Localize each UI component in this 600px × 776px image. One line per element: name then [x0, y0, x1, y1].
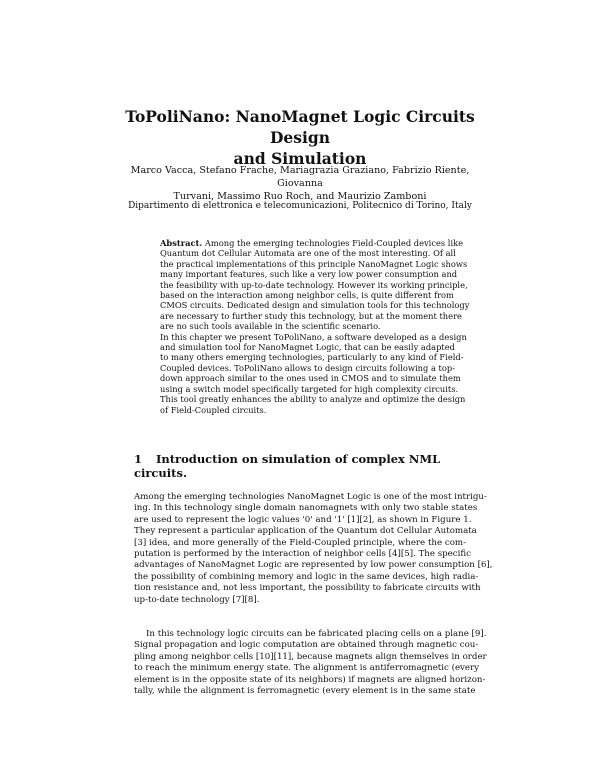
abstract-line: are necessary to further study this technology, but at the moment there: [160, 310, 462, 321]
body-paragraph: [134, 492, 493, 606]
abstract-line: using a switch model specifically targeted for high complexity circuits.: [160, 383, 459, 394]
body-line: ing. In this technology single domain nanomagnets with only two stable states: [134, 503, 478, 514]
body-line: Among the emerging technologies NanoMagnet Logic is one of the most intrigu-: [134, 492, 487, 502]
abstract-line: CMOS circuits. Dedicated design and simulation tools for this technology: [160, 300, 470, 311]
abstract-line: In this chapter we present ToPoliNano, a software developed as a design: [160, 331, 467, 342]
body-line: advantages of NanoMagnet Logic are represented by low power consumption [6],: [134, 560, 493, 571]
title-line: ToPoliNano: NanoMagnet Logic Circuits Design: [125, 107, 475, 147]
affiliation: Dipartimento di elettronica e telecomunicazioni, Politecnico di Torino, Italy: [128, 201, 472, 211]
abstract-line: Coupled devices. ToPoliNano allows to design circuits following a top-: [160, 362, 455, 373]
abstract-line: the feasibility with up-to-date technology. However its working principle,: [160, 279, 468, 290]
body-line: element is in the opposite state of its neighbors) if magnets are aligned horizon-: [134, 674, 486, 685]
abstract-line: of Field-Coupled circuits.: [160, 404, 267, 415]
abstract-line: This tool greatly enhances the ability to analyze and optimize the design: [160, 394, 466, 405]
author-list: [110, 164, 490, 203]
abstract: [160, 238, 470, 415]
body-line: tally, while the alignment is ferromagnetic (every element is in the same state: [134, 686, 476, 697]
abstract-text: Among the emerging technologies Field-Coupled devices like: [204, 238, 464, 248]
body-line: [3] idea, and more generally of the Field-Coupled principle, where the com-: [134, 537, 466, 548]
author-line: Turvani, Massimo Ruo Roch, and Maurizio Zamboni: [173, 191, 427, 202]
paper-title: [120, 106, 480, 169]
abstract-line: the practical implementations of this principle NanoMagnet Logic shows: [160, 258, 468, 269]
abstract-line: down approach similar to the ones used in CMOS and to simulate them: [160, 373, 461, 384]
abstract-line: Quantum dot Cellular Automata are one of the most interesting. Of all: [160, 248, 456, 259]
abstract-line: [160, 238, 464, 248]
abstract-label: Abstract.: [160, 238, 203, 248]
body-line: They represent a particular application of the Quantum dot Cellular Automata: [134, 526, 477, 537]
body-line: the possibility of combining memory and logic in the same devices, high radia-: [134, 571, 479, 582]
body-line: pling among neighbor cells [10][11], because magnets align themselves in order: [134, 651, 487, 662]
abstract-line: based on the interaction among neighbor cells, is quite different from: [160, 290, 454, 301]
section-heading: [134, 452, 466, 480]
section-number: 1: [134, 452, 143, 466]
title-line: and Simulation: [233, 149, 367, 168]
body-line: putation is performed by the interaction of neighbor cells [4][5]. The specific: [134, 549, 471, 560]
abstract-line: to many others emerging technologies, particularly to any kind of Field-: [160, 352, 464, 363]
body-line: In this technology logic circuits can be fabricated placing cells on a plane [9].: [146, 629, 487, 639]
abstract-line: and simulation tool for NanoMagnet Logic, that can be easily adapted: [160, 342, 455, 353]
body-paragraph: [134, 629, 487, 697]
body-line: tion resistance and, not less important, the possibility to fabricate circuits with: [134, 583, 481, 594]
body-line: are used to represent the logic values '0' and '1' [1][2], as shown in Figure 1.: [134, 514, 472, 525]
body-line: Signal propagation and logic computation are obtained through magnetic cou-: [134, 640, 479, 651]
abstract-line: are no such tools available in the scientific scenario.: [160, 321, 381, 332]
body-line: to reach the minimum energy state. The alignment is antiferromagnetic (every: [134, 663, 480, 674]
body-line: up-to-date technology [7][8].: [134, 594, 260, 605]
abstract-line: many important features, such like a very low power consumption and: [160, 269, 458, 280]
author-line: Marco Vacca, Stefano Frache, Mariagrazia Graziano, Fabrizio Riente, Giovanna: [130, 165, 470, 189]
section-title: Introduction on simulation of complex NML circuits.: [134, 452, 441, 480]
